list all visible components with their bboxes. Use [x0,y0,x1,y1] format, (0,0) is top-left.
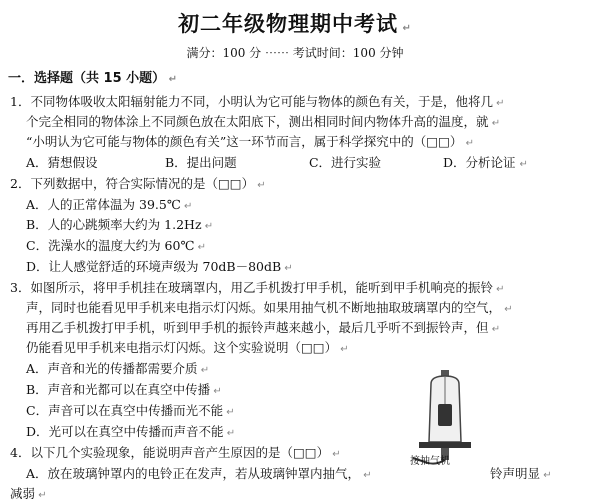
return-mark: ↵ [223,407,235,418]
q3-option-d[interactable]: D．光可以在真空中传播而声音不能 ↵ [26,424,236,439]
q2-option-d[interactable]: D．让人感觉舒适的环境声级为 70dB－80dB ↵ [26,259,293,274]
q1-option-d[interactable]: D．分析论证 [442,155,516,170]
q4-option-a-continued: 铃声明显 ↵ [490,466,552,481]
return-mark: ↵ [501,304,513,315]
return-mark: ↵ [492,284,505,295]
q1-options [26,153,528,171]
return-mark: ↵ [35,490,47,501]
exam-meta: 满分：100 分 ⋯⋯ 考试时间：100 分钟 [186,46,404,60]
return-mark: ↵ [210,386,222,397]
q4-option-a[interactable]: A．放在玻璃钟罩内的电铃正在发声，若从玻璃钟罩内抽气， ↵ [26,466,372,481]
jar-knob [441,370,449,376]
return-mark: ↵ [329,449,341,460]
page-title: 初二年级物理期中考试 ↵ [178,11,412,36]
q2-option-a[interactable]: A．人的正常体温为 39.5℃ ↵ [26,197,193,212]
q2-option-b[interactable]: B．人的心跳频率大约为 1.2Hz ↵ [26,217,214,232]
return-mark: ↵ [360,470,372,481]
return-mark: ↵ [180,201,193,212]
figure-label: 接抽气机 [410,456,450,467]
q1-option-b[interactable]: B．提出问题 [164,155,237,170]
return-mark: ↵ [540,470,552,481]
return-mark: ↵ [492,98,505,109]
return-mark: ↵ [519,159,528,170]
q1-option-a[interactable]: A．猜想假设 [26,155,98,170]
q3-line-1: 3．如图所示，将甲手机挂在玻璃罩内，用乙手机拨打甲手机，能听到甲手机响亮的振铃 ↵ [10,280,505,295]
return-mark: ↵ [165,74,178,85]
jar-base-plate [419,442,471,448]
return-mark: ↵ [398,23,412,34]
q3-line-2: 声，同时也能看见甲手机来电指示灯闪烁。如果用抽气机不断地抽取玻璃罩内的空气， ↵ [26,300,513,315]
return-mark: ↵ [201,221,214,232]
q3-option-a[interactable]: A．声音和光的传播都需要介质 ↵ [26,361,210,376]
q3-option-c[interactable]: C．声音可以在真空中传播而光不能 ↵ [26,403,235,418]
q1-line-3: “小明认为它可能与物体的颜色有关”这一环节而言，属于科学探究中的（□□） ↵ [26,134,474,149]
return-mark: ↵ [254,180,266,191]
q4-stem: 4．以下几个实验现象，能说明声音产生原因的是（□□） ↵ [10,445,341,460]
return-mark: ↵ [281,263,293,274]
return-mark: ↵ [194,242,206,253]
q1-line-1: 1．不同物体吸收太阳辐射能力不同，小明认为它可能与物体的颜色有关，于是，他将几 ↵ [10,94,505,109]
q3-line-4: 仍能看见甲手机来电指示灯闪烁。这个实验说明（□□） ↵ [26,340,349,355]
q3-line-3: 再用乙手机拨打甲手机，听到甲手机的振铃声越来越小，最后几乎听不到振铃声，但 ↵ [26,320,501,335]
q2-option-c[interactable]: C．洗澡水的温度大约为 60℃ ↵ [26,238,206,253]
return-mark: ↵ [488,118,501,129]
return-mark: ↵ [488,324,501,335]
q2-stem: 2．下列数据中，符合实际情况的是（□□） ↵ [10,176,266,191]
return-mark: ↵ [223,428,236,439]
return-mark: ↵ [462,138,474,149]
q3-option-b[interactable]: B．声音和光都可以在真空中传播 ↵ [26,382,222,397]
q1-option-c[interactable]: C．进行实验 [308,155,382,170]
phone-in-jar [438,404,452,426]
q1-line-2: 个完全相同的物体涂上不同颜色放在太阳底下，测出相同时间内物体升高的温度，就 ↵ [26,114,501,129]
return-mark: ↵ [337,344,349,355]
return-mark: ↵ [197,365,210,376]
q4-option-a-line-2: 减弱 ↵ [10,486,47,501]
section-heading: 一．选择题（共 15 小题） ↵ [8,71,178,86]
